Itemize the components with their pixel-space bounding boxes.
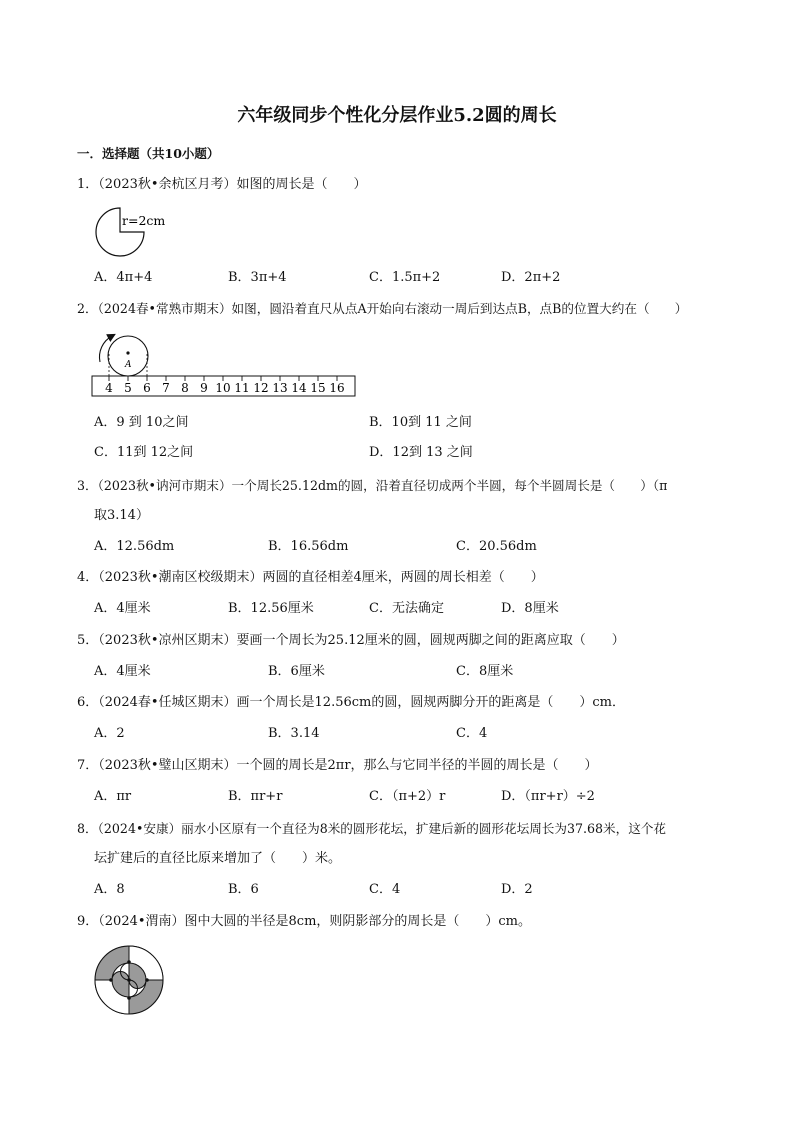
question-3-option-b[interactable]: B．16.56dm	[268, 539, 349, 554]
center-point	[127, 978, 131, 982]
question-8-option-c[interactable]: C．4	[369, 882, 401, 897]
ruler-tick-label: 10	[215, 381, 231, 395]
ruler-tick-label: 12	[253, 381, 269, 395]
question-8-stem-line-1: 8．（2024•安康）丽水小区原有一个直径为8米的圆形花坛，扩建后新的圆形花坛周长为37.68米，这个花	[77, 821, 667, 836]
question-2-option-c[interactable]: C．11到 12之间	[94, 445, 194, 460]
ruler-tick-label: 8	[181, 381, 189, 395]
point-a-label: A	[125, 360, 132, 370]
ruler-tick-label: 16	[329, 381, 345, 395]
question-6-option-b[interactable]: B．3.14	[268, 726, 320, 741]
ruler-tick-label: 13	[272, 381, 288, 395]
ruler-tick-label: 7	[162, 381, 170, 395]
question-7-option-b[interactable]: B．πr+r	[228, 789, 283, 804]
question-3-stem-line-2: 取3.14）	[94, 508, 149, 523]
rolling-circle	[108, 336, 148, 376]
question-8-stem-line-2: 坛扩建后的直径比原来增加了（ ）米。	[94, 851, 342, 866]
question-2-option-b[interactable]: B．10到 11 之间	[369, 415, 472, 430]
question-1-figure	[92, 204, 172, 262]
question-2-figure	[88, 328, 363, 400]
question-3-option-c[interactable]: C．20.56dm	[456, 539, 537, 554]
question-8-option-b[interactable]: B．6	[228, 882, 259, 897]
ruler-tick-label: 15	[310, 381, 326, 395]
ruler-tick-label: 11	[234, 381, 250, 395]
question-7-stem: 7．（2023秋•璧山区期末）一个圆的周长是2πr，那么与它同半径的半圆的周长是（ ）	[77, 758, 598, 773]
question-6-option-a[interactable]: A．2	[94, 726, 125, 741]
ruler-tick-label: 14	[291, 381, 307, 395]
question-4-option-d[interactable]: D．8厘米	[501, 601, 559, 616]
question-6-stem: 6．（2024春•任城区期末）画一个周长是12.56cm的圆，圆规两脚分开的距离是（ ）cm．	[77, 695, 625, 710]
question-8-option-d[interactable]: D．2	[501, 882, 533, 897]
ruler-tick-label: 4	[105, 381, 113, 395]
question-9-stem: 9．（2024•渭南）图中大圆的半径是8cm，则阴影部分的周长是（ ）cm。	[77, 914, 532, 929]
point-a-marker	[126, 351, 129, 354]
question-6-option-c[interactable]: C．4	[456, 726, 488, 741]
question-4-option-b[interactable]: B．12.56厘米	[228, 601, 314, 616]
question-2-option-d[interactable]: D．12到 13 之间	[369, 445, 473, 460]
question-7-option-a[interactable]: A．πr	[94, 789, 132, 804]
question-8-option-a[interactable]: A．8	[94, 882, 125, 897]
question-5-stem: 5．（2023秋•凉州区期末）要画一个周长为25.12厘米的圆，圆规两脚之间的距离应取（ ）	[77, 633, 625, 648]
question-2-option-a[interactable]: A．9 到 10之间	[94, 415, 189, 430]
ruler-tick-label: 6	[143, 381, 151, 395]
question-1-stem: 1．（2023秋•余杭区月考）如图的周长是（ ）	[77, 177, 367, 192]
question-1-option-d[interactable]: D．2π+2	[501, 270, 561, 285]
question-4-stem: 4．（2023秋•潮南区校级期末）两圆的直径相差4厘米，两圆的周长相差（ ）	[77, 570, 544, 585]
page-title: 六年级同步个性化分层作业5.2圆的周长	[237, 105, 557, 126]
question-1-option-b[interactable]: B．3π+4	[228, 270, 287, 285]
question-4-option-c[interactable]: C．无法确定	[369, 601, 444, 616]
question-9-figure	[93, 944, 165, 1016]
section-heading: 一．选择题（共10小题）	[77, 146, 220, 161]
radius-label: r=2cm	[122, 213, 166, 228]
ruler-tick-label: 9	[200, 381, 208, 395]
question-5-option-c[interactable]: C．8厘米	[456, 664, 514, 679]
question-2-stem: 2．（2024春•常熟市期末）如图，圆沿着直尺从点A开始向右滚动一周后到达点B，点B的位置大约在（ ）	[77, 301, 688, 316]
question-1-option-a[interactable]: A．4π+4	[94, 270, 153, 285]
question-3-stem-line-1: 3．（2023秋•讷河市期末）一个周长25.12dm的圆，沿着直径切成两个半圆，每个半圆周长是（ ）（π	[77, 478, 668, 493]
ruler-tick-label: 5	[124, 381, 132, 395]
question-5-option-b[interactable]: B．6厘米	[268, 664, 325, 679]
question-7-option-d[interactable]: D．（πr+r）÷2	[501, 789, 595, 804]
question-1-option-c[interactable]: C．1.5π+2	[369, 270, 441, 285]
question-4-option-a[interactable]: A．4厘米	[94, 601, 151, 616]
question-5-option-a[interactable]: A．4厘米	[94, 664, 151, 679]
question-7-option-c[interactable]: C．（π+2）r	[369, 789, 446, 804]
question-3-option-a[interactable]: A．12.56dm	[94, 539, 175, 554]
